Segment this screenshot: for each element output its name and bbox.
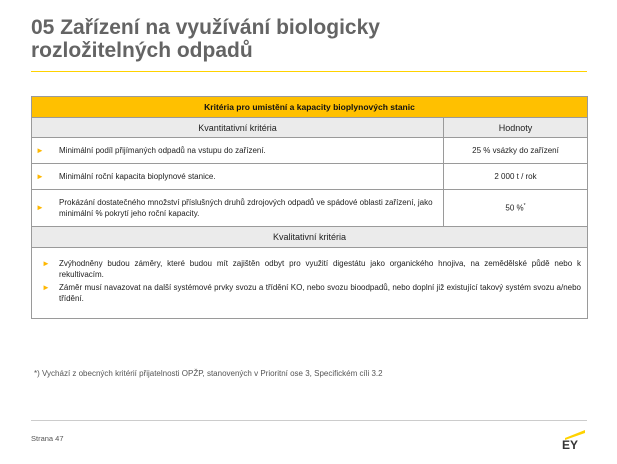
criterion-text: Minimální roční kapacita bioplynové stanice.: [59, 172, 216, 181]
column-header-row: [32, 118, 588, 138]
column-header-values: Hodnoty: [444, 118, 588, 138]
footer-divider: [31, 420, 587, 421]
bullet-icon: ►: [36, 203, 44, 212]
value-text: 50 %: [505, 203, 524, 213]
page-number: Strana 47: [31, 434, 64, 443]
table-row: [32, 190, 588, 227]
footnote-mark: *: [523, 203, 526, 210]
bullet-icon: ►: [42, 283, 50, 292]
qualitative-header-row: [32, 227, 588, 248]
qualitative-cell: [32, 248, 588, 319]
list-item: [38, 282, 581, 304]
criterion-cell: [32, 164, 444, 190]
table-row: [32, 164, 588, 190]
ey-logo: [561, 430, 587, 450]
table-header-row: [32, 97, 588, 118]
column-header-criteria: Kvantitativní kritéria: [32, 118, 444, 138]
ey-logo-icon: [561, 430, 587, 450]
table-header: Kritéria pro umistění a kapacity bioplynových stanic: [32, 97, 588, 118]
list-item: [38, 258, 581, 280]
title-divider: [31, 71, 587, 72]
criterion-text: Prokázání dostatečného množství příslušných druhů zdrojových odpadů ve spádové oblasti zařízení, jako minimální % pokrytí jeho roční kapacity.: [59, 198, 433, 218]
value-cell: 25 % vsázky do zařízení: [444, 138, 588, 164]
footnote: *) Vychází z obecných kritérií přijatelnosti OPŽP, stanovených v Prioritní ose 3, Specifickém cíli 3.2: [34, 369, 383, 378]
criterion-text: Minimální podíl přijímaných odpadů na vstupu do zařízení.: [59, 146, 266, 155]
qualitative-row: [32, 248, 588, 319]
value-cell: 2 000 t / rok: [444, 164, 588, 190]
slide-title: [31, 16, 591, 62]
bullet-icon: ►: [36, 145, 44, 155]
value-cell: [444, 190, 588, 227]
qualitative-text: Zvýhodněny budou záměry, které budou mít zajištěn odbyt pro využití digestátu jako organického hnojiva, na zemědělské půdě nebo k rekultivacím.: [59, 259, 581, 279]
table-row: [32, 138, 588, 164]
criterion-cell: [32, 138, 444, 164]
slide-title-line1: 05 Zařízení na využívání biologicky: [31, 16, 380, 39]
slide-title-line2: rozložitelných odpadů: [31, 39, 253, 62]
criteria-table: [31, 96, 588, 319]
qualitative-header: Kvalitativní kritéria: [32, 227, 588, 248]
qualitative-text: Záměr musí navazovat na další systémové prvky svozu a třídění KO, nebo svozu bioodpadů, nebo doplní již existující takový systém svozu a/nebo třídění.: [59, 283, 581, 303]
criterion-cell: [32, 190, 444, 227]
logo-text: EY: [562, 438, 579, 450]
bullet-icon: ►: [36, 171, 44, 181]
bullet-icon: ►: [42, 259, 50, 268]
